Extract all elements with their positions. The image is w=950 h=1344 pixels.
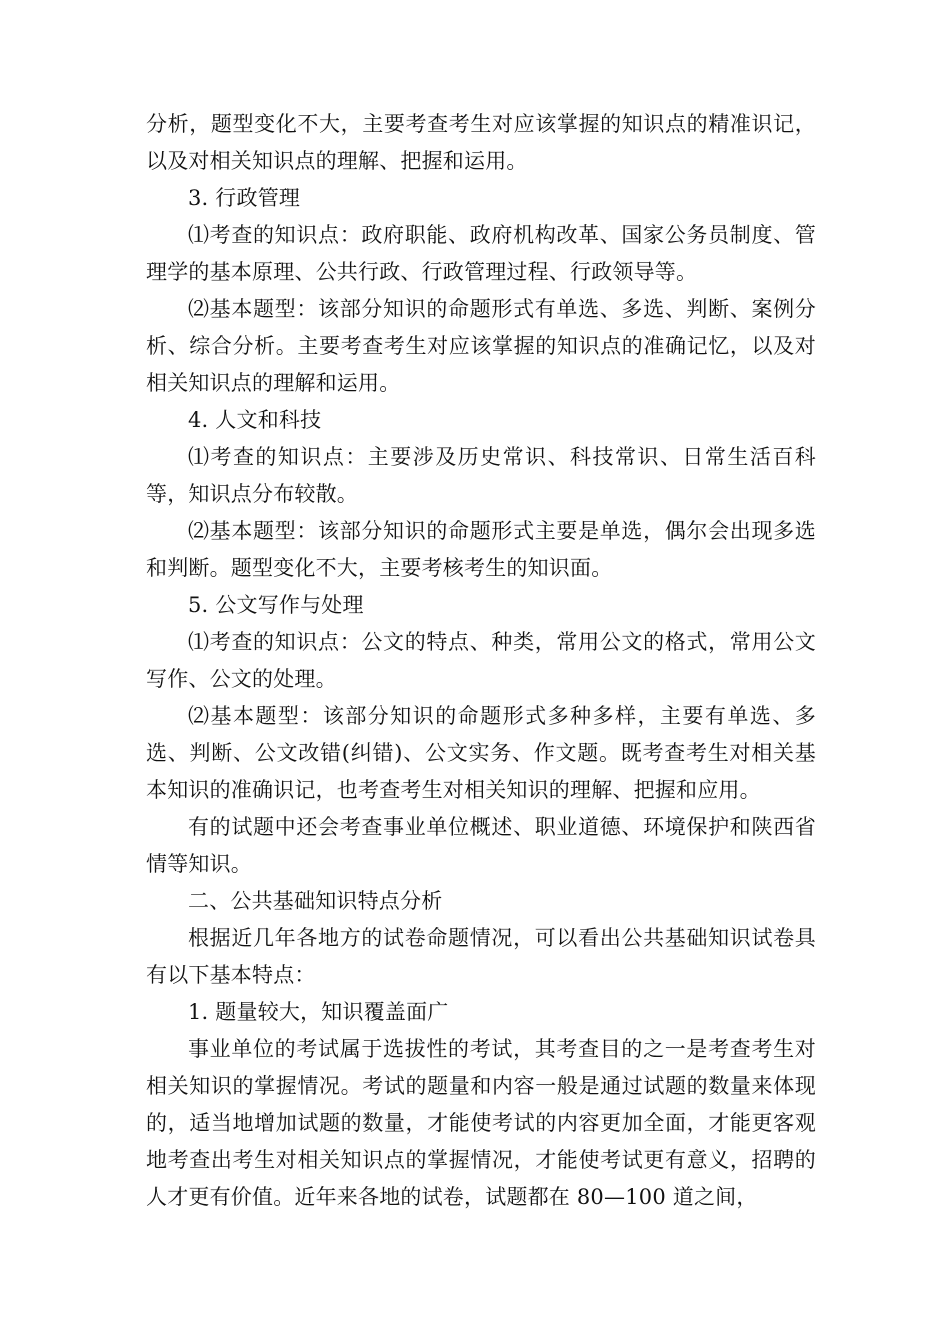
paragraph-continuation: 分析，题型变化不大，主要考查考生对应该掌握的知识点的精准识记，以及对相关知识点的理解、把握和运用。	[146, 112, 816, 173]
paragraph-large-volume-detail: 事业单位的考试属于选拔性的考试，其考查目的之一是考查考生对相关知识的掌握情况。考试的题量和内容一般是通过试题的数量来体现的，适当地增加试题的数量，才能使考试的内容更加全面，才能更客观地考查出考生对相关知识点的掌握情况，才能使考试更有意义，招聘的人才更有价值。近年来各地的试卷，试题都在 80—100 道之间，	[146, 1037, 816, 1209]
paragraph-writing-knowledge-points: ⑴考查的知识点：公文的特点、种类，常用公文的格式，常用公文写作、公文的处理。	[146, 630, 816, 691]
section-heading-large-volume: 1. 题量较大，知识覆盖面广	[188, 1000, 449, 1024]
paragraph-admin-knowledge-points: ⑴考查的知识点：政府职能、政府机构改革、国家公务员制度、管理学的基本原理、公共行政、行政管理过程、行政领导等。	[146, 223, 816, 284]
document-body	[146, 106, 816, 1216]
paragraph-writing-question-types: ⑵基本题型：该部分知识的命题形式多种多样，主要有单选、多选、判断、公文改错(纠错)、公文实务、作文题。既考查考生对相关基本知识的准确识记，也考查考生对相关知识的理解、把握和应用。	[146, 704, 816, 802]
section-heading-administration: 3. 行政管理	[188, 186, 301, 210]
paragraph-other-topics: 有的试题中还会考查事业单位概述、职业道德、环境保护和陕西省情等知识。	[146, 815, 816, 876]
section-heading-humanities-technology: 4. 人文和科技	[188, 408, 322, 432]
paragraph-humanities-question-types: ⑵基本题型：该部分知识的命题形式主要是单选，偶尔会出现多选和判断。题型变化不大，主要考核考生的知识面。	[146, 519, 816, 580]
section-heading-characteristics: 二、公共基础知识特点分析	[188, 889, 443, 913]
section-heading-official-writing: 5. 公文写作与处理	[188, 593, 364, 617]
paragraph-admin-question-types: ⑵基本题型：该部分知识的命题形式有单选、多选、判断、案例分析、综合分析。主要考查考生对应该掌握的知识点的准确记忆，以及对相关知识点的理解和运用。	[146, 297, 816, 395]
paragraph-humanities-knowledge-points: ⑴考查的知识点：主要涉及历史常识、科技常识、日常生活百科等，知识点分布较散。	[146, 445, 816, 506]
paragraph-characteristics-intro: 根据近几年各地方的试卷命题情况，可以看出公共基础知识试卷具有以下基本特点：	[146, 926, 816, 987]
